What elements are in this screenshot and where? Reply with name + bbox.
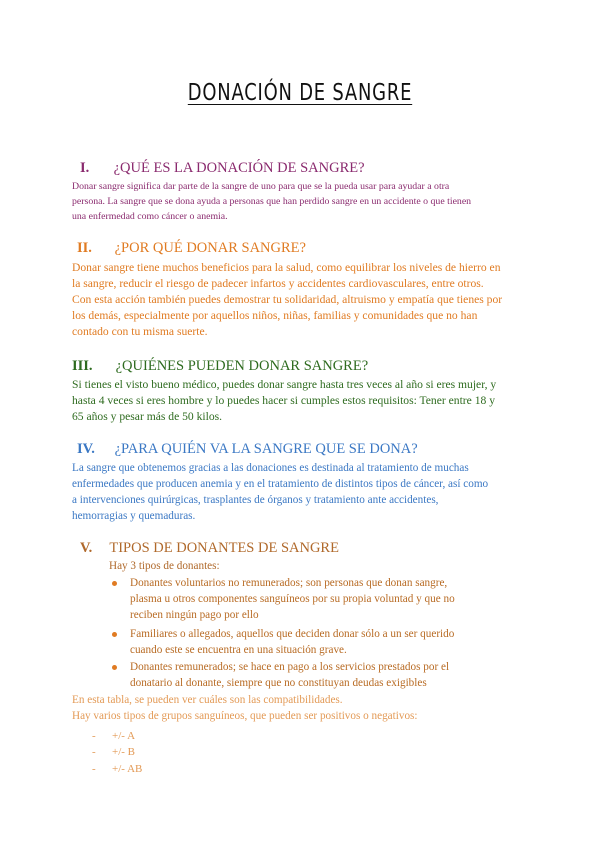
section-1-title: ¿QUÉ ES LA DONACIÓN DE SANGRE? bbox=[113, 160, 365, 176]
section-4-line: hemorragias y quemaduras. bbox=[72, 510, 196, 522]
bullet-item bbox=[130, 575, 530, 623]
section-2-line: los demás, especialmente por aquellos niños, niñas, familias y comunidades que no han bbox=[72, 309, 478, 322]
section-2-heading bbox=[77, 240, 306, 257]
section-4-line: La sangre que obtenemos gracias a las donaciones es destinada al tratamiento de muchas bbox=[72, 462, 469, 474]
bullet-dot-icon bbox=[112, 665, 117, 670]
section-2-body bbox=[72, 260, 532, 340]
section-1-line: persona. La sangre que se dona ayuda a personas que han perdido sangre en un accidente o que tienen bbox=[72, 196, 472, 207]
section-2-number: II. bbox=[77, 240, 92, 256]
section-2-title: ¿POR QUÉ DONAR SANGRE? bbox=[114, 240, 306, 256]
section-3-line: 65 años y pesar más de 50 kilos. bbox=[72, 410, 223, 423]
section-5-intro: Hay 3 tipos de donantes: bbox=[109, 560, 220, 572]
section-5-number: V. bbox=[80, 540, 93, 556]
section-4-line: enfermedades que producen anemia y en el tratamiento de distintos tipos de cáncer, así como bbox=[72, 478, 489, 490]
section-3-title: ¿QUIÉNES PUEDEN DONAR SANGRE? bbox=[115, 358, 369, 374]
section-4-heading bbox=[77, 441, 418, 458]
section-1-heading bbox=[80, 160, 365, 177]
bullet-line: donatario al donante, siempre que no constituyan deudas exigibles bbox=[130, 677, 427, 689]
section-4-line: a intervenciones quirúrgicas, trasplantes de órganos y tratamiento ante accidentes, bbox=[72, 494, 439, 506]
section-4-title: ¿PARA QUIÉN VA LA SANGRE QUE SE DONA? bbox=[114, 441, 418, 457]
section-2-line: la sangre, reducir el riesgo de padecer infartos y accidentes cardiovasculares, entre otros. bbox=[72, 277, 484, 290]
bullet-line: Donantes remunerados; se hace en pago a los servicios prestados por el bbox=[130, 661, 450, 673]
dash-icon: - bbox=[92, 763, 96, 775]
blood-group-item: +/- AB bbox=[112, 763, 143, 775]
bullet-line: cuando este se encuentra en una situación grave. bbox=[130, 644, 347, 656]
section-1-number: I. bbox=[80, 160, 90, 176]
section-2-line: contado con tu misma suerte. bbox=[72, 325, 208, 338]
section-4-body bbox=[72, 460, 532, 524]
bullet-item bbox=[130, 626, 530, 658]
section-3-line: hasta 4 veces si eres hombre y lo puedes hacer si cumples estos requisitos: Tener entre 18 y bbox=[72, 394, 495, 407]
section-1-body bbox=[72, 179, 532, 224]
section-3-number: III. bbox=[72, 358, 93, 374]
section-4-number: IV. bbox=[77, 441, 95, 457]
section-2-line: Con esta acción también puedes demostrar tu solidaridad, altruismo y empatía que tienes por bbox=[72, 293, 503, 306]
bullet-dot-icon bbox=[112, 581, 117, 586]
after-line: Hay varios tipos de grupos sanguíneos, que pueden ser positivos o negativos: bbox=[72, 710, 418, 722]
bullet-line: reciben ningún pago por ello bbox=[130, 609, 259, 621]
section-3-line: Si tienes el visto bueno médico, puedes donar sangre hasta tres veces al año si eres mujer, y bbox=[72, 378, 497, 391]
bullet-line: Donantes voluntarios no remunerados; son personas que donan sangre, bbox=[130, 577, 448, 589]
bullet-line: plasma u otros componentes sanguíneos por su propia voluntad y que no bbox=[130, 593, 455, 605]
section-3-heading bbox=[72, 358, 368, 375]
section-5-heading bbox=[80, 540, 339, 557]
bullet-dot-icon bbox=[112, 632, 117, 637]
section-5-after bbox=[72, 692, 532, 724]
section-2-line: Donar sangre tiene muchos beneficios para la salud, como equilibrar los niveles de hierro en bbox=[72, 261, 501, 274]
dash-icon: - bbox=[92, 730, 96, 742]
bullet-item bbox=[130, 659, 530, 691]
section-3-body bbox=[72, 377, 532, 425]
section-1-line: Donar sangre significa dar parte de la sangre de uno para que se la pueda usar para ayudar a otra bbox=[72, 181, 450, 192]
blood-group-item: +/- B bbox=[112, 746, 136, 758]
section-1-line: una enfermedad como cáncer o anemia. bbox=[72, 211, 228, 222]
blood-group-item: +/- A bbox=[112, 730, 136, 742]
after-line: En esta tabla, se pueden ver cuáles son las compatibilidades. bbox=[72, 694, 343, 706]
dash-icon: - bbox=[92, 746, 96, 758]
bullet-line: Familiares o allegados, aquellos que deciden donar sólo a un ser querido bbox=[130, 628, 455, 640]
section-5-title: TIPOS DE DONANTES DE SANGRE bbox=[109, 540, 339, 556]
page-title: DONACIÓN DE SANGRE bbox=[187, 80, 413, 106]
